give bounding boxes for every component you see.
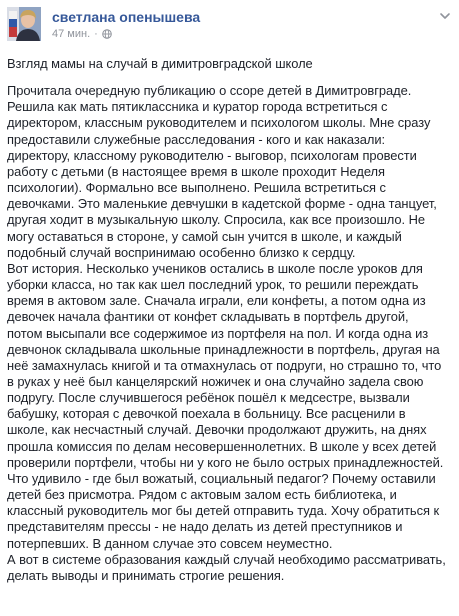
post-header xyxy=(7,7,452,41)
separator-dot: · xyxy=(94,28,98,40)
post-paragraph: Вот история. Несколько учеников остались в школе после уроков для уборки класса, но так как шел последний урок, то решили переждать время в актовом зале. Сначала играли, ели конфеты, а потом одна из девочек начала фантики от конфет складывать в портфель другой, потом высыпали все содержимое из портфеля на пол. И когда одна из девчонок складывала школьные принадлежности в портфель, другая на неё замахнулась книгой и та отмахнулась от подруги, но страшно то, что в руках у неё был канцелярский ножичек и она случайно задела свою подругу. После случившегося ребёнок пошёл к медсестре, вызвали бабушку, которая с девочкой поехала в больницу. Все расценили в школе, как несчастный случай. Девочки продолжают дружить, на днях прошла комиссия по делам несовершеннолетних. В школе у всех детей проверили портфели, чтобы ни у кого не было острых принадлежностей. Что удивило - где был вожатый, социальный педагог? Почему оставили детей без присмотра. Рядом с актовым залом есть библиотека, и классный руководитель мог бы детей отправить туда. Хочу обратиться к представителям прессы - не надо делать из детей преступников и потерпевших. В данном случае это совсем неуместно. xyxy=(7,260,447,551)
avatar[interactable] xyxy=(7,7,41,41)
post-body xyxy=(7,56,450,584)
author-name[interactable]: светлана опенышева xyxy=(52,9,201,25)
chevron-down-icon[interactable] xyxy=(438,9,452,23)
post-paragraph: Прочитала очередную публикацию о ссоре детей в Димитровграде. Решила как мать пятиклассника и куратор города встретиться с директором, классным руководителем и психологом школы. Мне сразу предоставили служебные расследования - кого и как наказали: директору, классному руководителю - выговор, психологам провести работу с детьми (в настоящее время в школе проходит Неделя психологии). Формально все выполнено. Решила встретиться с девочками. Это маленькие девчушки в кадетской форме - одна танцует, другая ходит в музыкальную школу. Спросила, как все произошло. Не могу оставаться в стороне, у самой сын учится в школе, и каждый подобный случай воспринимаю особенно близко к сердцу. xyxy=(7,83,441,260)
post-timestamp[interactable]: 47 мин. xyxy=(52,28,91,40)
globe-icon xyxy=(102,28,112,40)
post-title: Взгляд мамы на случай в димитровградской школе xyxy=(7,56,313,71)
post-paragraph: А вот в системе образования каждый случай необходимо рассматривать, делать выводы и принимать строгие решения. xyxy=(7,551,450,583)
post-meta xyxy=(52,28,112,40)
